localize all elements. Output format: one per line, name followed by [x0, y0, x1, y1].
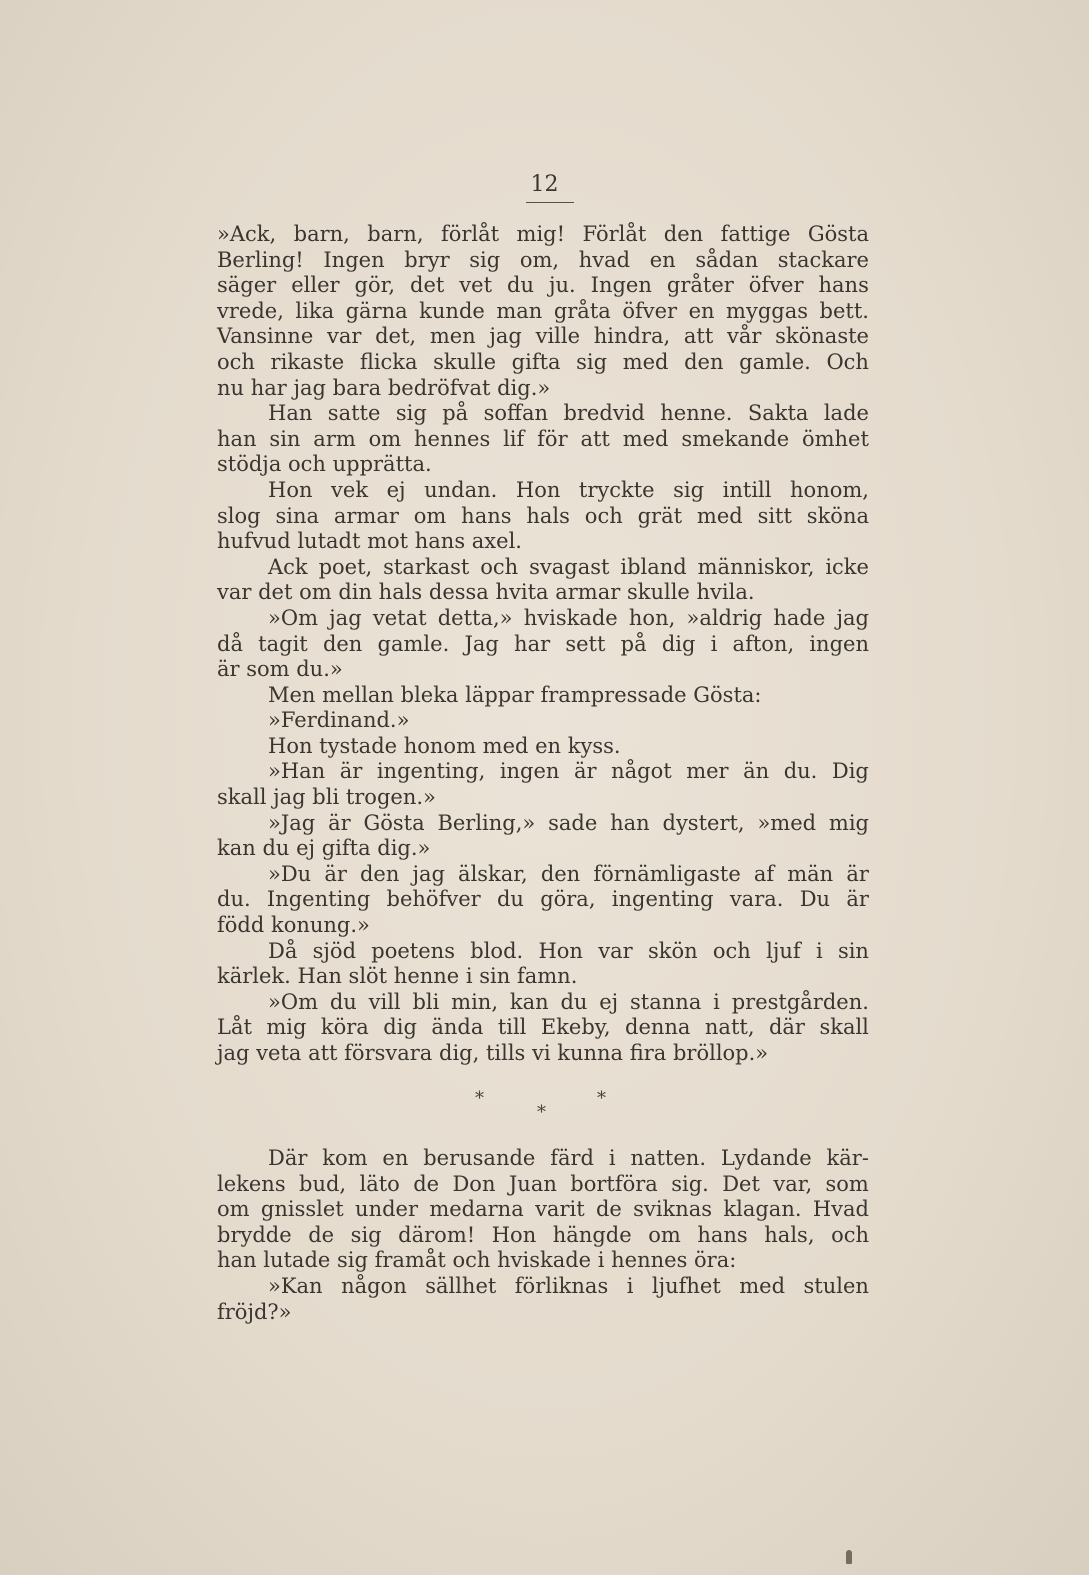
text-line: Men mellan bleka läppar frampressade Gösta:	[268, 682, 762, 707]
text-line: lekens bud, läto de Don Juan bortföra sig. Det var, som	[217, 1171, 869, 1196]
text-line: nu har jag bara bedröfvat dig.»	[217, 375, 551, 400]
text-line: Då sjöd poetens blod. Hon var skön och ljuf i sin	[268, 938, 869, 963]
text-line: fröjd?»	[217, 1299, 292, 1324]
text-section-1	[217, 222, 869, 1067]
text-section-2	[217, 1146, 869, 1325]
text-line: vrede, lika gärna kunde man gråta öfver en myggas bett.	[217, 298, 869, 323]
text-line: Där kom en berusande färd i natten. Lydande kär-	[268, 1146, 869, 1170]
text-line: om gnisslet under medarna varit de sviknas klagan. Hvad	[217, 1197, 869, 1222]
text-line: Vansinne var det, men jag ville hindra, att vår skönaste	[217, 324, 869, 349]
text-line: Han satte sig på soffan bredvid henne. Sakta lade	[268, 401, 869, 426]
separator-star-right: *	[597, 1088, 606, 1109]
text-line: »Jag är Gösta Berling,» sade han dystert, »med mig	[268, 810, 869, 835]
text-line: »Kan någon sällhet förliknas i ljufhet med stulen	[268, 1273, 869, 1298]
text-line: och rikaste flicka skulle gifta sig med den gamle. Och	[217, 349, 869, 374]
text-line: du. Ingenting behöfver du göra, ingenting vara. Du är	[217, 887, 869, 912]
text-line: är som du.»	[217, 657, 343, 682]
text-line: Hon tystade honom med en kyss.	[268, 733, 621, 758]
text-line: kan du ej gifta dig.»	[217, 836, 431, 861]
text-line: Låt mig köra dig ända till Ekeby, denna natt, där skall	[217, 1015, 869, 1040]
text-line: slog sina armar om hans hals och grät med sitt sköna	[217, 503, 869, 528]
page-number-rule	[526, 202, 574, 203]
text-line: jag veta att försvara dig, tills vi kunna fira bröllop.»	[217, 1041, 769, 1065]
text-line: »Han är ingenting, ingen är något mer än du. Dig	[268, 759, 869, 784]
text-line: kärlek. Han slöt henne i sin famn.	[217, 964, 578, 989]
text-line: brydde de sig därom! Hon hängde om hans hals, och	[217, 1222, 869, 1247]
text-line: Hon vek ej undan. Hon tryckte sig intill honom,	[268, 477, 869, 502]
text-line: född konung.»	[217, 913, 370, 938]
text-line: han lutade sig framåt och hviskade i hennes öra:	[217, 1248, 737, 1273]
text-line: »Om jag vetat detta,» hviskade hon, »aldrig hade jag	[268, 605, 869, 630]
separator-star-left: *	[475, 1088, 484, 1109]
text-line: stödja och upprätta.	[217, 452, 432, 477]
page-number: 12	[530, 172, 559, 197]
text-line: »Ack, barn, barn, förlåt mig! Förlåt den fattige Gösta	[217, 222, 869, 246]
text-line: »Ferdinand.»	[268, 708, 410, 733]
separator-star-middle: *	[537, 1102, 546, 1123]
text-line: »Om du vill bli min, kan du ej stanna i prestgården.	[268, 989, 869, 1014]
section-separator	[0, 1086, 1089, 1126]
text-line: Ack poet, starkast och svagast ibland människor, icke	[268, 554, 869, 579]
text-line: han sin arm om hennes lif för att med smekande ömhet	[217, 426, 869, 451]
text-line: hufvud lutadt mot hans axel.	[217, 529, 522, 554]
text-line: »Du är den jag älskar, den förnämligaste af män är	[268, 861, 869, 886]
text-line: säger eller gör, det vet du ju. Ingen gråter öfver hans	[217, 273, 869, 298]
text-line: då tagit den gamle. Jag har sett på dig i afton, ingen	[217, 631, 869, 656]
text-line: skall jag bli trogen.»	[217, 785, 436, 810]
text-line: var det om din hals dessa hvita armar skulle hvila.	[217, 580, 755, 605]
paper-speck	[846, 1550, 852, 1564]
text-line: Berling! Ingen bryr sig om, hvad en sådan stackare	[217, 247, 869, 272]
